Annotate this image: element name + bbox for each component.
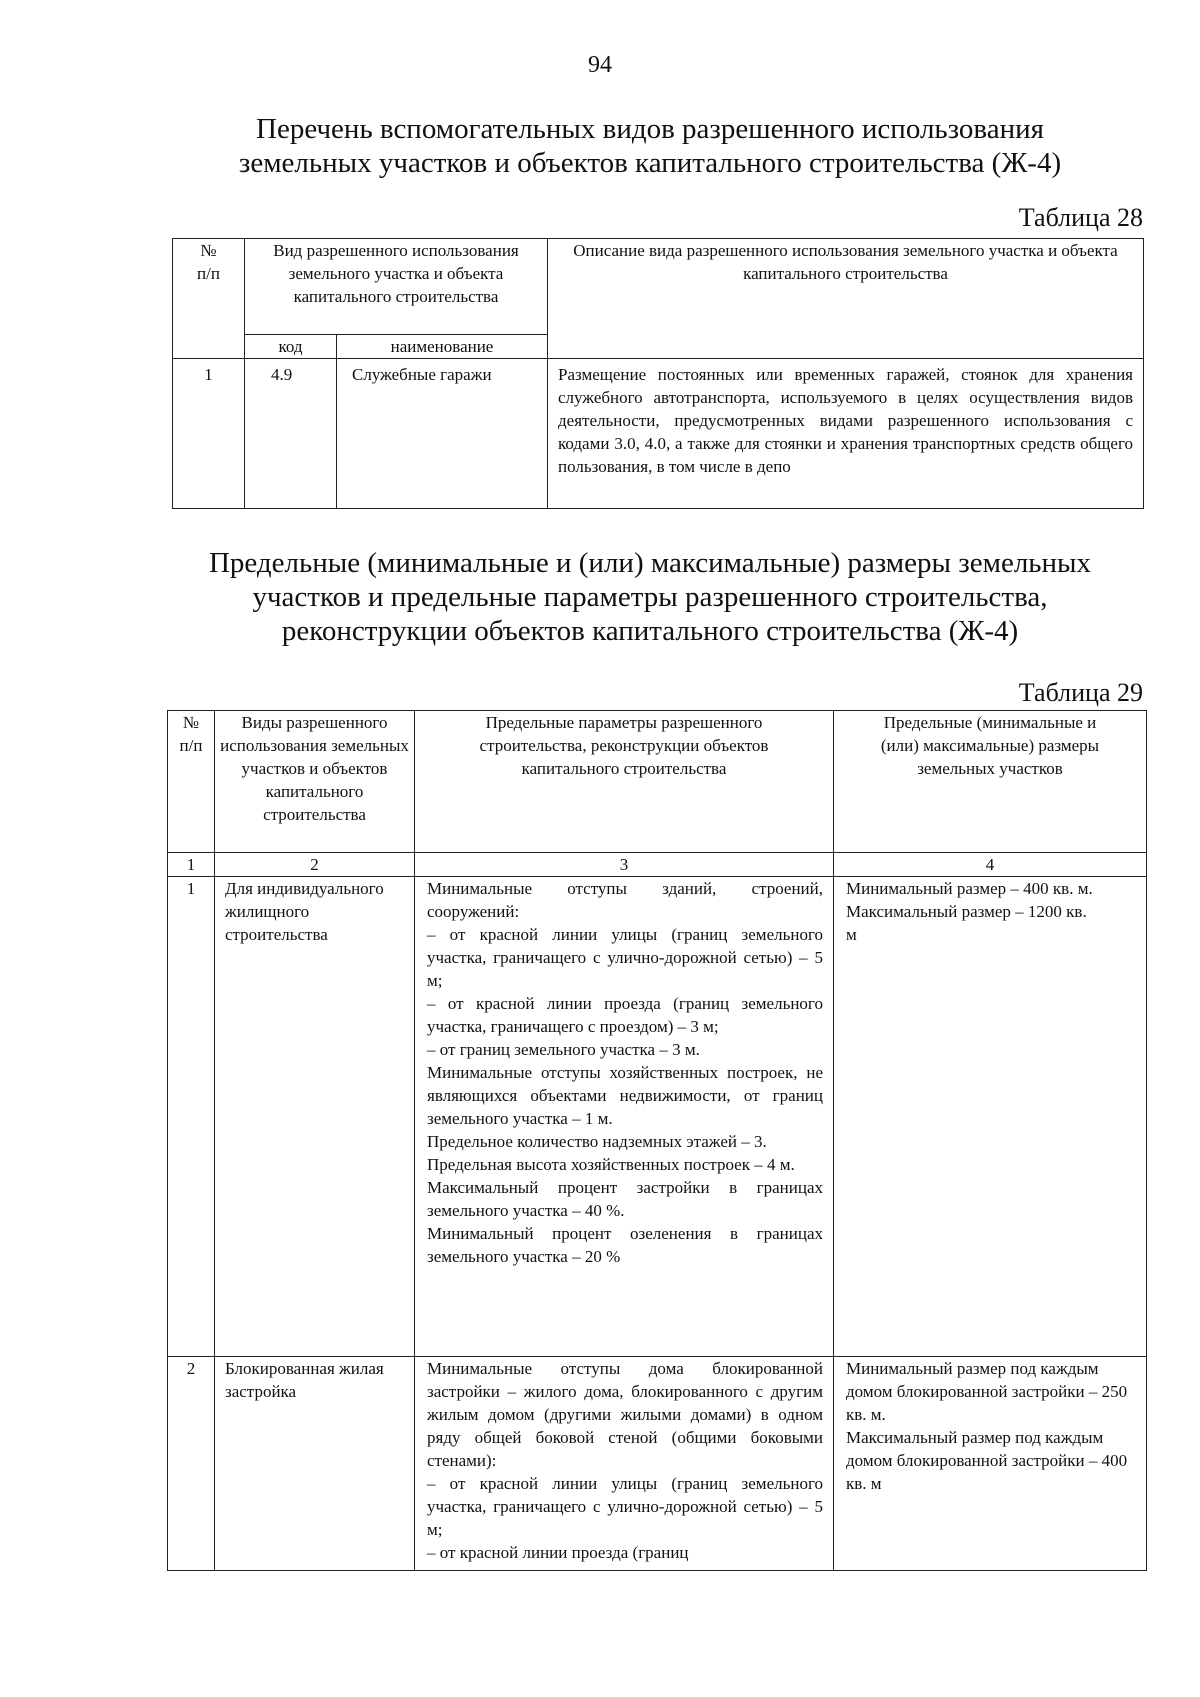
row-sizes: Минимальный размер под каждым домом блокированной застройки – 250 кв. м. Максимальный размер под каждым домом блокированной застройки – 400 кв. м [834, 1357, 1147, 1571]
row-num: 1 [168, 877, 215, 1357]
col-number: 4 [834, 853, 1147, 877]
row-num: 2 [168, 1357, 215, 1571]
table29 [167, 710, 1147, 1571]
row-kind: Блокированная жилая застройка [215, 1357, 415, 1571]
header-sizes: Предельные (минимальные и (или) максимальные) размеры земельных участков [834, 711, 1147, 853]
header-code: код [245, 335, 337, 359]
row-code: 4.9 [245, 359, 337, 509]
header-desc: Описание вида разрешенного использования земельного участка и объекта капитального строительства [548, 239, 1144, 359]
row-name: Служебные гаражи [337, 359, 548, 509]
row-sizes: Минимальный размер – 400 кв. м. Максимальный размер – 1200 кв. м [834, 877, 1147, 1357]
table28 [172, 238, 1144, 509]
table28-caption: Таблица 28 [1018, 203, 1143, 232]
page-number: 94 [588, 52, 612, 78]
header-num: № п/п [173, 239, 245, 359]
header-num: № п/п [168, 711, 215, 853]
row-kind: Для индивидуального жилищного строительства [215, 877, 415, 1357]
col-number: 1 [168, 853, 215, 877]
col-number: 2 [215, 853, 415, 877]
row-params: Минимальные отступы зданий, строений, сооружений: – от красной линии улицы (границ земельного участка, граничащего с улично-дорожной сетью) – 5 м; – от красной линии проезда (границ земельного участка, граничащего с проездом) – 3 м; – от границ земельного участка – 3 м. Минимальные отступы хозяйственных построек, не являющихся объектами недвижимости, от границ земельного участка – 1 м. Предельное количество надземных этажей – 3. Предельная высота хозяйственных построек – 4 м. Максимальный процент застройки в границах земельного участка – 40 %. Минимальный процент озеленения в границах земельного участка – 20 % [415, 877, 834, 1357]
row-params: Минимальные отступы дома блокированной застройки – жилого дома, блокированного с другим жилым домом (другими жилыми домами) в одном ряду общей боковой стеной (общими боковыми стенами): – от красной линии улицы (границ земельного участка, граничащего с улично-дорожной сетью) – 5 м; – от красной линии проезда (границ [415, 1357, 834, 1571]
table29-caption: Таблица 29 [1018, 678, 1143, 707]
header-kind: Виды разрешенного использования земельных участков и объектов капитального строительства [215, 711, 415, 853]
header-kind: Вид разрешенного использования земельного участка и объекта капитального строительства [245, 239, 548, 335]
header-params: Предельные параметры разрешенного строительства, реконструкции объектов капитального строительства [415, 711, 834, 853]
table28-title: Перечень вспомогательных видов разрешенного использования земельных участков и объектов капитального строительства (Ж-4) [238, 113, 1062, 179]
table29-title: Предельные (минимальные и (или) максимальные) размеры земельных участков и предельные параметры разрешенного строительства, реконструкции объектов капитального строительства (Ж-4) [208, 547, 1092, 647]
row-num: 1 [173, 359, 245, 509]
header-name: наименование [337, 335, 548, 359]
col-number: 3 [415, 853, 834, 877]
row-desc: Размещение постоянных или временных гаражей, стоянок для хранения служебного автотранспорта, используемого в целях осуществления видов деятельности, предусмотренных видами разрешенного использования с кодами 3.0, 4.0, а также для стоянки и хранения транспортных средств общего пользования, в том числе в депо [548, 359, 1144, 509]
